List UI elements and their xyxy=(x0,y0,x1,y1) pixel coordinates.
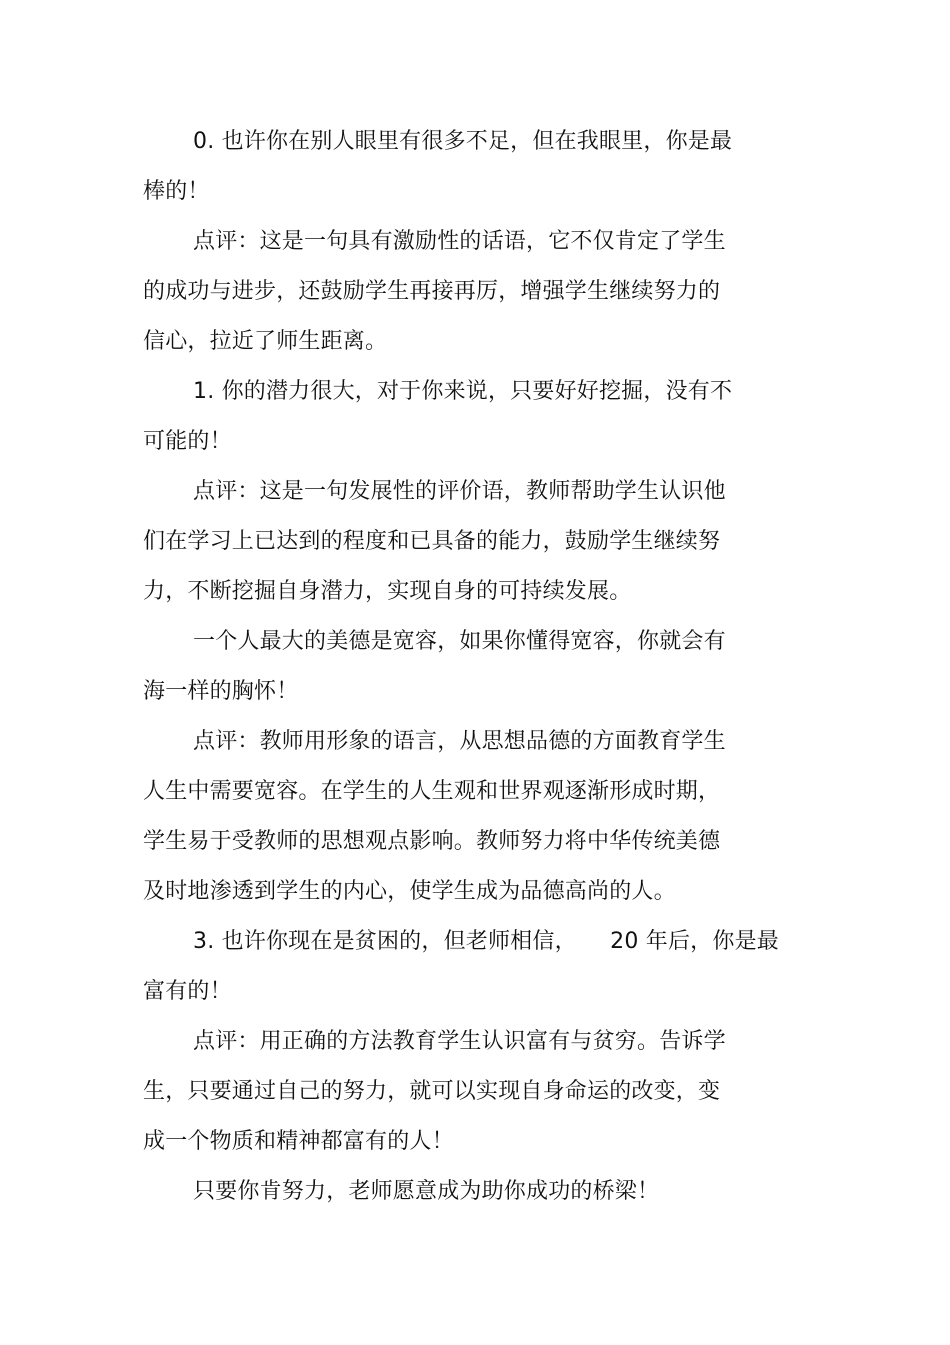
comment-3-line-1: 点评：用正确的方法教育学生认识富有与贫穷。告诉学 xyxy=(193,1029,726,1054)
comment-3-line-2: 生，只要通过自己的努力，就可以实现自身命运的改变，变 xyxy=(143,1079,721,1104)
comment-0-line-3: 信心，拉近了师生距离。 xyxy=(143,329,388,354)
comment-2-line-4: 及时地渗透到学生的内心，使学生成为品德高尚的人。 xyxy=(143,879,676,904)
comment-2-line-1: 点评：教师用形象的语言，从思想品德的方面教育学生 xyxy=(193,729,726,754)
comment-0-line-1: 点评：这是一句具有激励性的话语，它不仅肯定了学生 xyxy=(193,229,726,254)
paragraph-0-line-2: 棒的！ xyxy=(143,179,210,204)
paragraph-4-line-1: 只要你肯努力，老师愿意成为助你成功的桥梁！ xyxy=(193,1179,660,1204)
paragraph-3-line-1: 3. 也许你现在是贫困的，但老师相信， 20 年后，你是最 xyxy=(193,929,779,954)
paragraph-1-line-1: 1. 你的潜力很大，对于你来说，只要好好挖掘，没有不 xyxy=(193,379,733,404)
paragraph-3-line-2: 富有的！ xyxy=(143,979,232,1004)
paragraph-2-line-1: 一个人最大的美德是宽容，如果你懂得宽容，你就会有 xyxy=(193,629,726,654)
comment-2-line-3: 学生易于受教师的思想观点影响。教师努力将中华传统美德 xyxy=(143,829,721,854)
paragraph-1-line-2: 可能的！ xyxy=(143,429,232,454)
comment-3-line-3: 成一个物质和精神都富有的人！ xyxy=(143,1129,454,1154)
paragraph-2-line-2: 海一样的胸怀！ xyxy=(143,679,299,704)
comment-2-line-2: 人生中需要宽容。在学生的人生观和世界观逐渐形成时期， xyxy=(143,779,721,804)
comment-1-line-3: 力，不断挖掘自身潜力，实现自身的可持续发展。 xyxy=(143,579,632,604)
comment-1-line-2: 们在学习上已达到的程度和已具备的能力，鼓励学生继续努 xyxy=(143,529,721,554)
comment-0-line-2: 的成功与进步，还鼓励学生再接再厉，增强学生继续努力的 xyxy=(143,279,721,304)
paragraph-0-line-1: 0. 也许你在别人眼里有很多不足，但在我眼里，你是最 xyxy=(193,129,733,154)
comment-1-line-1: 点评：这是一句发展性的评价语，教师帮助学生认识他 xyxy=(193,479,726,504)
